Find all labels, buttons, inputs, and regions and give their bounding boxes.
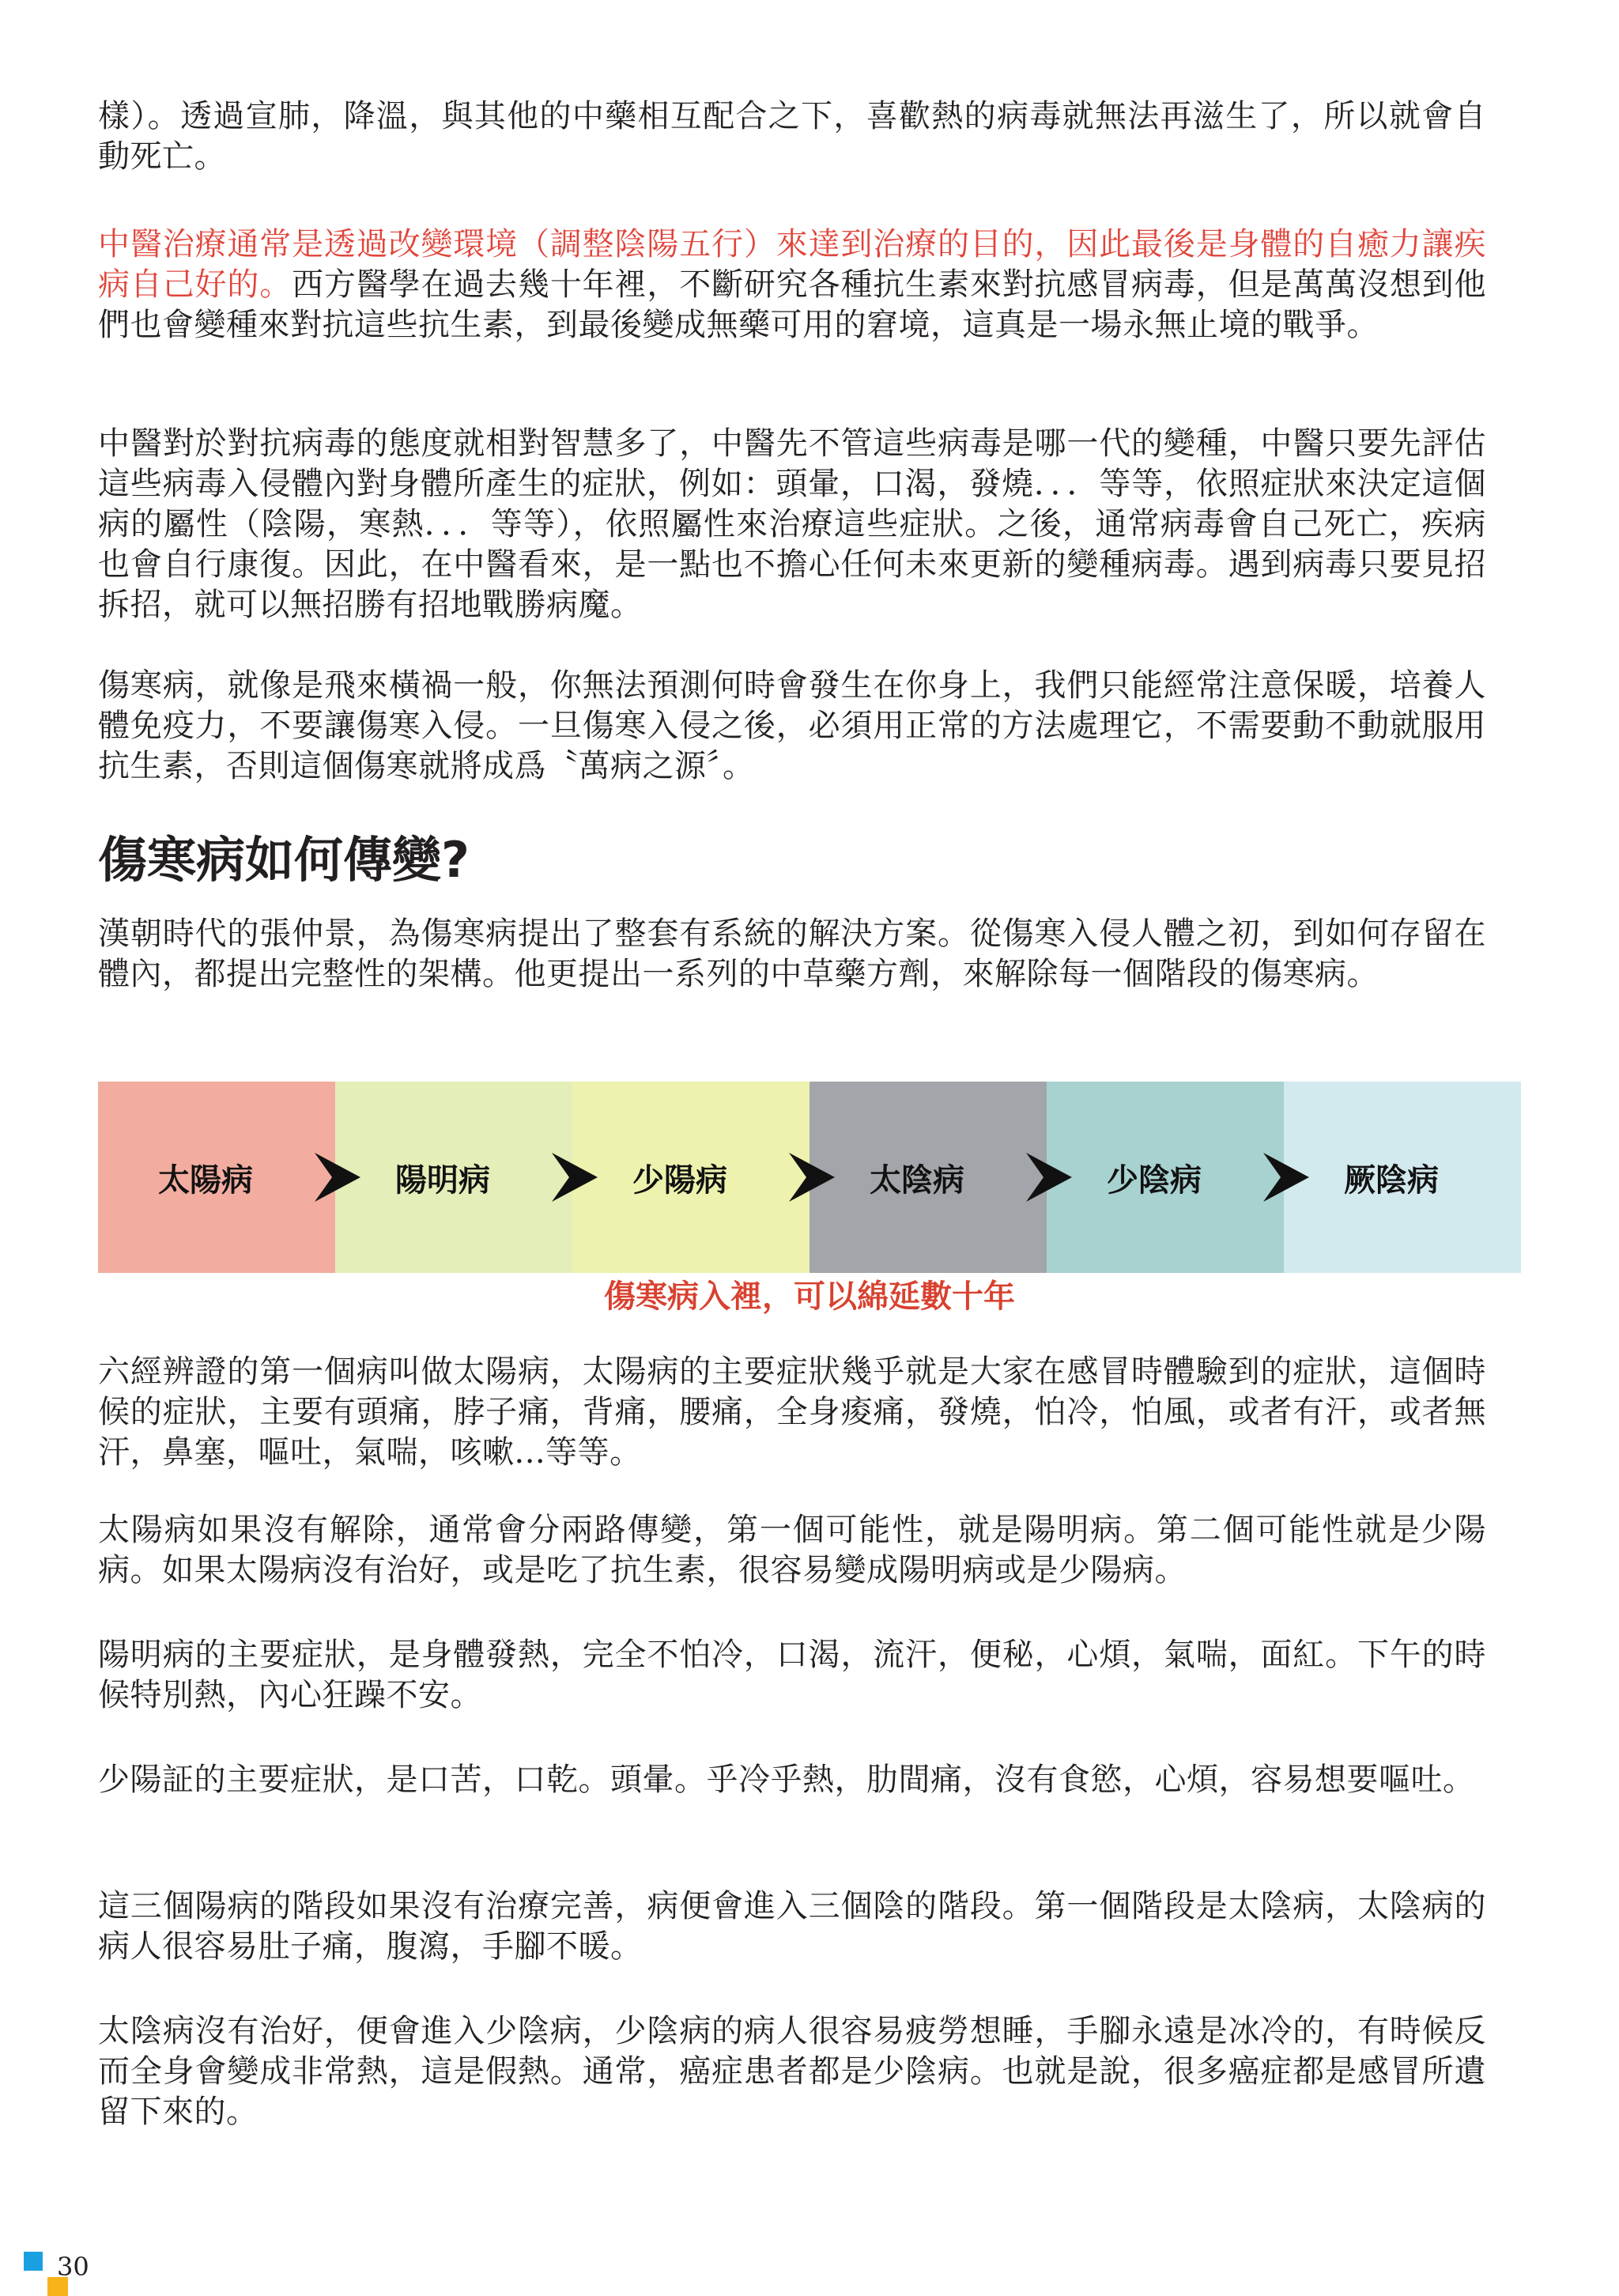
paragraph-11: 太陰病沒有治好，便會進入少陰病，少陰病的病人很容易疲勞想睡，手腳永遠是冰冷的，有時候反而全身會變成非常熱，這是假熱。通常，癌症患者都是少陰病。也就是說，很多癌症都是感冒所遺留下來的。 <box>98 2013 1486 2130</box>
paragraph-6: 六經辨證的第一個病叫做太陽病，太陽病的主要症狀幾乎就是大家在感冒時體驗到的症狀，這個時候的症狀，主要有頭痛，脖子痛，背痛，腰痛，全身痠痛，發燒，怕冷，怕風，或者有汗，或者無汗，鼻塞，嘔吐，氣喘，咳嗽...等等。 <box>98 1354 1486 1471</box>
stage-label: 少陰病 <box>1107 1161 1202 1199</box>
six-stage-flow-diagram <box>98 1082 1521 1273</box>
stage-label: 陽明病 <box>395 1161 490 1199</box>
flow-caption: 傷寒病入裡，可以綿延數十年 <box>604 1278 1015 1315</box>
paragraph-1: 樣）。透過宣肺，降溫，與其他的中藥相互配合之下，喜歡熱的病毒就無法再滋生了，所以就會自動死亡。 <box>98 98 1486 175</box>
paragraph-9: 少陽証的主要症狀，是口苦，口乾。頭暈。乎冷乎熱，肋間痛，沒有食慾，心煩，容易想要嘔吐。 <box>98 1762 1475 1798</box>
paragraph-8: 陽明病的主要症狀，是身體發熱，完全不怕冷，口渴，流汗，便秘，心煩，氣喘，面紅。下午的時候特別熱，內心狂躁不安。 <box>98 1637 1486 1713</box>
stage-label: 少陽病 <box>632 1161 727 1199</box>
blue-square-icon <box>24 2252 43 2271</box>
stage-taiyang <box>98 1082 335 1273</box>
chevron-right-icon <box>1026 1153 1072 1202</box>
page-number: 30 <box>57 2252 89 2282</box>
stage-label: 太陰病 <box>870 1161 964 1199</box>
stage-label: 太陽病 <box>158 1161 253 1199</box>
chevron-right-icon <box>1263 1153 1309 1202</box>
chevron-right-icon <box>315 1153 360 1202</box>
highlighted-text: 中醫治療通常是透過改變環境（調整陰陽五行）來達到治療的目的，因此最後是身體的自癒力讓疾病自己好的。 <box>98 226 1486 303</box>
paragraph-2-rest: 西方醫學在過去幾十年裡，不斷研究各種抗生素來對抗感冒病毒，但是萬萬沒想到他們也會變種來對抗這些抗生素，到最後變成無藥可用的窘境，這真是一場永無止境的戰爭。 <box>98 266 1487 343</box>
chevron-right-icon <box>552 1153 598 1202</box>
section-heading: 傷寒病如何傳變? <box>98 831 470 889</box>
paragraph-5: 漢朝時代的張仲景，為傷寒病提出了整套有系統的解決方案。從傷寒入侵人體之初，到如何存留在體內，都提出完整性的架構。他更提出一系列的中草藥方劑，來解除每一個階段的傷寒病。 <box>98 916 1486 992</box>
paragraph-3: 中醫對於對抗病毒的態度就相對智慧多了，中醫先不管這些病毒是哪一代的變種，中醫只要先評估這些病毒入侵體內對身體所產生的症狀，例如：頭暈，口渴，發燒．．．等等，依照症狀來決定這個病的屬性（陰陽，寒熱．．．等等），依照屬性來治療這些症狀。之後，通常病毒會自己死亡，疾病也會自行康復。因此，在中醫看來，是一點也不擔心任何未來更新的變種病毒。遇到病毒只要見招拆招，就可以無招勝有招地戰勝病魔。 <box>98 425 1486 623</box>
chevron-right-icon <box>789 1153 835 1202</box>
stage-taiyin <box>810 1082 1047 1273</box>
paragraph-4: 傷寒病，就像是飛來橫禍一般，你無法預測何時會發生在你身上，我們只能經常注意保暖，培養人體免疫力，不要讓傷寒入侵。一旦傷寒入侵之後，必須用正常的方法處理它，不需要動不動就服用抗生素，否則這個傷寒就將成爲〝萬病之源〞。 <box>98 667 1486 784</box>
stage-shaoyin <box>1047 1082 1284 1273</box>
stage-yangming <box>335 1082 572 1273</box>
stage-shaoyang <box>572 1082 810 1273</box>
stage-jueyin <box>1284 1082 1521 1273</box>
paragraph-2 <box>98 225 1486 346</box>
paragraph-10: 這三個陽病的階段如果沒有治療完善，病便會進入三個陰的階段。第一個階段是太陰病，太陰病的病人很容易肚子痛，腹瀉，手腳不暖。 <box>98 1888 1486 1965</box>
stage-label: 厥陰病 <box>1344 1161 1439 1199</box>
paragraph-7: 太陽病如果沒有解除，通常會分兩路傳變，第一個可能性，就是陽明病。第二個可能性就是少陽病。如果太陽病沒有治好，或是吃了抗生素，很容易變成陽明病或是少陽病。 <box>98 1512 1486 1588</box>
